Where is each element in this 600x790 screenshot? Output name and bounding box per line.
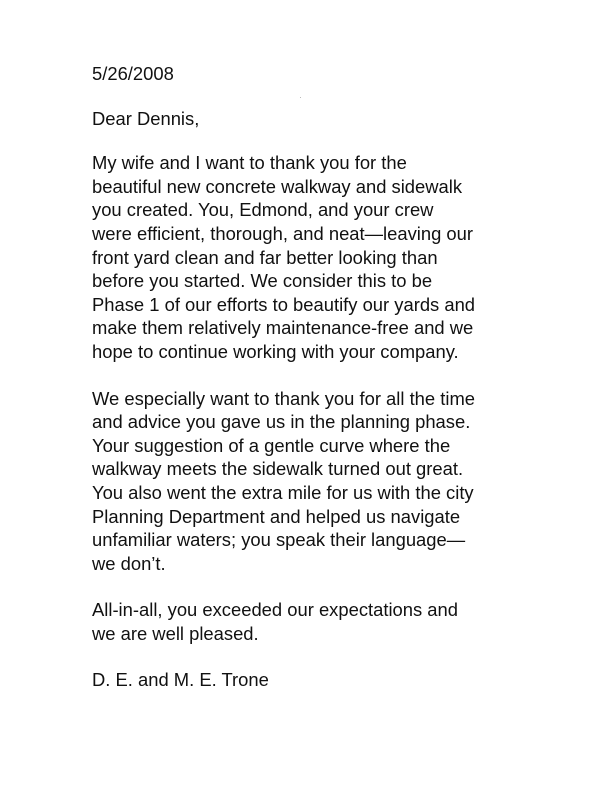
paragraph-line: you created. You, Edmond, and your crew (92, 199, 434, 221)
paragraph-line: Planning Department and helped us navigate (92, 505, 461, 527)
salutation: Dear Dennis, (92, 107, 200, 129)
paragraph-line: we don’t. (92, 552, 166, 574)
paragraph-3 (92, 598, 592, 645)
paragraph-line: and advice you gave us in the planning phase. (92, 411, 471, 433)
paragraph-line: My wife and I want to thank you for the (92, 152, 407, 174)
paragraph-line: Your suggestion of a gentle curve where the (92, 434, 451, 456)
paragraph-line: beautiful new concrete walkway and sidewalk (92, 175, 463, 197)
paragraph-line: walkway meets the sidewalk turned out great. (92, 458, 464, 480)
paragraph-line: front yard clean and far better looking than (92, 246, 438, 268)
paragraph-line: You also went the extra mile for us with the city (92, 481, 474, 503)
paragraph-line: were efficient, thorough, and neat—leaving our (92, 222, 474, 244)
paragraph-line: All-in-all, you exceeded our expectations and (92, 599, 458, 621)
paragraph-line: hope to continue working with your company. (92, 340, 459, 362)
paragraph-line: make them relatively maintenance-free and we (92, 317, 474, 339)
letter-body (92, 62, 592, 692)
paragraph-line: before you started. We consider this to be (92, 270, 433, 292)
paragraph-2 (92, 387, 592, 576)
paragraph-line: we are well pleased. (92, 622, 259, 644)
paragraph-line: Phase 1 of our efforts to beautify our yards and (92, 293, 476, 315)
paragraph-1 (92, 151, 592, 363)
signature: D. E. and M. E. Trone (92, 669, 269, 691)
paragraph-line: unfamiliar waters; you speak their language— (92, 529, 466, 551)
letter-date: 5/26/2008 (92, 63, 174, 84)
paragraph-line: We especially want to thank you for all the time (92, 387, 475, 409)
